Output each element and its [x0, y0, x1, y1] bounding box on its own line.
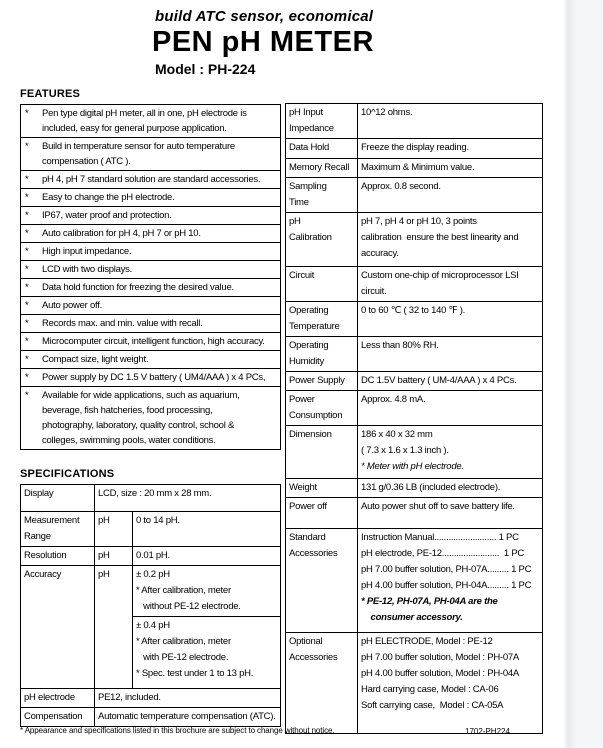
feature-text — [42, 262, 280, 277]
text-line: Available for wide applications, such as aquarium, — [42, 390, 240, 401]
spec-label-cell — [286, 391, 357, 425]
text-line: pH 7.00 buffer solution, PH-07A......... 1 PC — [361, 564, 532, 575]
text-line: Operating — [289, 305, 329, 316]
spec-row — [286, 478, 542, 497]
text-line: pH — [98, 550, 110, 561]
text-line: pH — [98, 515, 110, 526]
spec-value-cell — [357, 213, 542, 266]
text-line: Approx. 0.8 second. — [361, 181, 441, 192]
header-tagline: build ATC sensor, economical — [155, 8, 374, 25]
text-line: Custom one-chip of microprocessor LSI — [361, 270, 519, 281]
text-line: Records max. and min. value with recall. — [42, 318, 203, 329]
spec-label-cell — [286, 213, 357, 266]
spec-row — [286, 158, 542, 177]
spec-value-cell — [357, 391, 542, 425]
feature-item — [21, 188, 280, 206]
text-line: 0 to 60 ℃ ( 32 to 140 ℉ ). — [361, 305, 466, 316]
footer-disclaimer: * Appearance and specifications listed in this brochure are subject to change without notice. — [20, 726, 335, 735]
spec-row — [286, 266, 542, 301]
bullet-asterisk: * — [25, 246, 29, 257]
bullet-asterisk: * — [25, 372, 29, 383]
spec-label-cell — [286, 302, 357, 336]
features-heading: FEATURES — [20, 88, 81, 100]
bullet-asterisk: * — [25, 192, 29, 203]
text-line: Data hold function for freezing the desired value. — [42, 282, 234, 293]
page-title: PEN pH METER — [152, 26, 374, 58]
feature-item — [21, 170, 280, 188]
text-line: Weight — [289, 482, 317, 493]
text-line: ± 0.4 pH — [136, 620, 170, 631]
spec-value-cell — [94, 708, 280, 726]
spec-value-cell — [357, 479, 542, 497]
text-line: photography, laboratory, quality control, school & — [42, 420, 235, 431]
text-line: PE12, included. — [98, 692, 161, 703]
text-line: 10^12 ohms. — [361, 107, 413, 118]
text-line: 0.01 pH. — [136, 550, 170, 561]
text-line: ( 7.3 x 1.6 x 1.3 inch ). — [361, 445, 449, 456]
feature-item — [21, 332, 280, 350]
spec-value-cell — [357, 529, 542, 632]
feature-item — [21, 296, 280, 314]
text-line: colleges, swimming pools, water conditions. — [42, 435, 216, 446]
bullet-asterisk: * — [25, 141, 29, 152]
spec-value-cell — [357, 498, 542, 528]
text-line: Hard carrying case, Model : CA-06 — [361, 684, 499, 695]
bullet-asterisk: * — [25, 228, 29, 239]
text-line: Temperature — [289, 321, 340, 332]
text-line: Microcomputer circuit, intelligent function, high accuracy. — [42, 336, 265, 347]
bullet-asterisk: * — [25, 390, 29, 401]
text-line: Accessories — [289, 652, 338, 663]
feature-text — [42, 172, 280, 187]
text-line: consumer accessory. — [361, 612, 463, 623]
text-line: without PE-12 electrode. — [136, 601, 241, 612]
feature-item — [21, 278, 280, 296]
spec-row — [286, 425, 542, 478]
text-line: Pen type digital pH meter, all in one, pH electrode is — [42, 108, 247, 119]
text-line: * Spec. test under 1 to 13 pH. — [136, 668, 254, 679]
text-line: Maximum & Minimum value. — [361, 162, 475, 173]
right-specifications-section — [285, 103, 543, 734]
features-table — [20, 104, 281, 450]
spec-row — [286, 138, 542, 158]
text-line: Display — [24, 488, 54, 499]
spec-row — [21, 565, 280, 688]
document-header — [152, 8, 374, 77]
spec-row — [286, 371, 542, 390]
spec-row — [286, 632, 542, 733]
text-line: Standard — [289, 532, 326, 543]
spec-label-cell — [21, 547, 94, 565]
spec-label-cell — [286, 372, 357, 390]
bullet-asterisk: * — [25, 318, 29, 329]
bullet-asterisk: * — [25, 354, 29, 365]
text-line: pH ELECTRODE, Model : PE-12 — [361, 636, 493, 647]
specifications-table — [20, 484, 281, 727]
feature-item — [21, 368, 280, 386]
feature-text — [42, 139, 280, 169]
spec-row — [286, 212, 542, 266]
spec-value-cell — [94, 689, 280, 707]
text-line: DC 1.5V battery ( UM-4/AAA ) x 4 PCs. — [361, 375, 517, 386]
text-line: calibration ensure the best linearity and — [361, 232, 519, 243]
text-line: circuit. — [361, 286, 387, 297]
text-line: Soft carrying case, Model : CA-05A — [361, 700, 504, 711]
spec-row — [286, 177, 542, 212]
text-line: 186 x 40 x 32 mm — [361, 429, 433, 440]
spec-value-cell — [357, 302, 542, 336]
feature-text — [42, 226, 280, 241]
spec-label-cell — [21, 708, 94, 726]
text-line: pH 4.00 buffer solution, PH-04A......... 1 PC — [361, 580, 532, 591]
bullet-asterisk: * — [25, 264, 29, 275]
spec-label-cell — [21, 566, 94, 688]
text-line: Humidity — [289, 356, 324, 367]
feature-item — [21, 206, 280, 224]
spec-value-cell — [357, 139, 542, 158]
spec-label-cell — [286, 104, 357, 138]
text-line: Impedance — [289, 123, 334, 134]
spec-row — [21, 688, 280, 707]
text-line: Range — [24, 531, 51, 542]
text-line: Auto calibration for pH 4, pH 7 or pH 10. — [42, 228, 201, 239]
text-line: pH Input — [289, 107, 323, 118]
text-line: * Meter with pH electrode. — [361, 461, 464, 472]
text-line: * PE-12, PH-07A, PH-04A are the — [361, 596, 498, 607]
text-line: ± 0.2 pH — [136, 569, 170, 580]
feature-text — [42, 388, 280, 448]
feature-text — [42, 208, 280, 223]
bullet-asterisk: * — [25, 282, 29, 293]
specifications-section — [20, 468, 281, 727]
text-line: Accuracy — [24, 569, 62, 580]
feature-item — [21, 260, 280, 278]
spec-label-cell — [21, 512, 94, 546]
text-line: 0 to 14 pH. — [136, 515, 180, 526]
spec-label-cell — [286, 498, 357, 528]
spec-label-cell — [286, 633, 357, 733]
text-line: Approx. 4.8 mA. — [361, 394, 426, 405]
text-line: Time — [289, 197, 309, 208]
text-line: High input impedance. — [42, 246, 132, 257]
text-line: Power off — [289, 501, 327, 512]
text-line: Operating — [289, 340, 329, 351]
spec-label-cell — [286, 529, 357, 632]
spec-value-cell — [132, 566, 280, 688]
feature-text — [42, 334, 280, 349]
feature-text — [42, 244, 280, 259]
spec-row — [21, 511, 280, 546]
spec-param-cell — [94, 566, 132, 688]
feature-item — [21, 224, 280, 242]
text-line: * After calibration, meter — [136, 585, 231, 596]
feature-item — [21, 350, 280, 368]
spec-row — [21, 707, 280, 726]
text-line: Memory Recall — [289, 162, 350, 173]
text-line: Build in temperature sensor for auto temperature — [42, 141, 235, 152]
feature-item — [21, 105, 280, 137]
spec-label-cell — [286, 159, 357, 177]
spec-label-cell — [286, 139, 357, 158]
text-line: compensation ( ATC ). — [42, 156, 131, 167]
feature-item — [21, 137, 280, 170]
spec-value-cell — [357, 337, 542, 371]
text-line: included, easy for general purpose application. — [42, 123, 227, 134]
text-line: pH 4.00 buffer solution, Model : PH-04A — [361, 668, 520, 679]
feature-text — [42, 106, 280, 136]
text-line: Resolution — [24, 550, 67, 561]
specifications-heading: SPECIFICATIONS — [20, 468, 115, 480]
text-line: Power supply by DC 1.5 V battery ( UM4/AAA ) x 4 PCs, — [42, 372, 266, 383]
text-line: Less than 80% RH. — [361, 340, 439, 351]
text-line: Accessories — [289, 548, 338, 559]
bullet-asterisk: * — [25, 108, 29, 119]
feature-item — [21, 386, 280, 449]
text-line: Measurement — [24, 515, 80, 526]
spec-value-cell — [132, 512, 280, 546]
text-line: Power Supply — [289, 375, 345, 386]
text-line: Instruction Manual.......................... 1 PC — [361, 532, 519, 543]
text-line: Data Hold — [289, 142, 329, 153]
text-line: Power — [289, 394, 315, 405]
text-line: pH 7.00 buffer solution, Model : PH-07A — [361, 652, 520, 663]
spec-value-block — [133, 616, 280, 683]
page-edge-shadow — [563, 0, 603, 748]
text-line: Easy to change the pH electrode. — [42, 192, 175, 203]
spec-value-cell — [357, 104, 542, 138]
spec-value-cell — [357, 426, 542, 478]
feature-text — [42, 298, 280, 313]
bullet-asterisk: * — [25, 336, 29, 347]
text-line: 131 g/0.36 LB (included electrode). — [361, 482, 501, 493]
spec-row — [21, 546, 280, 565]
spec-label-cell — [286, 267, 357, 301]
text-line: Auto power off. — [42, 300, 102, 311]
spec-row — [286, 336, 542, 371]
text-line: Auto power shut off to save battery life. — [361, 501, 515, 512]
right-specifications-table — [285, 103, 543, 734]
spec-value-cell — [357, 159, 542, 177]
feature-item — [21, 242, 280, 260]
text-line: Consumption — [289, 410, 343, 421]
feature-text — [42, 352, 280, 367]
spec-label-cell — [286, 178, 357, 212]
feature-text — [42, 370, 280, 385]
spec-row — [286, 390, 542, 425]
spec-value-block — [133, 566, 280, 616]
spec-param-cell — [94, 547, 132, 565]
text-line: LCD with two displays. — [42, 264, 133, 275]
text-line: LCD, size : 20 mm x 28 mm. — [98, 488, 212, 499]
text-line: pH — [98, 569, 110, 580]
text-line: pH electrode — [24, 692, 75, 703]
text-line: IP67, water proof and protection. — [42, 210, 172, 221]
feature-text — [42, 280, 280, 295]
spec-row — [286, 301, 542, 336]
spec-value-cell — [357, 178, 542, 212]
text-line: pH — [289, 216, 301, 227]
spec-label-cell — [21, 689, 94, 707]
text-line: pH 4, pH 7 standard solution are standard accessories. — [42, 174, 261, 185]
text-line: * After calibration, meter — [136, 636, 231, 647]
text-line: Sampling — [289, 181, 327, 192]
text-line: with PE-12 electrode. — [136, 652, 229, 663]
feature-text — [42, 190, 280, 205]
text-line: Compensation — [24, 711, 83, 722]
bullet-asterisk: * — [25, 300, 29, 311]
text-line: pH 7, pH 4 or pH 10, 3 points — [361, 216, 477, 227]
text-line: Circuit — [289, 270, 315, 281]
spec-label-cell — [286, 426, 357, 478]
spec-label-cell — [286, 479, 357, 497]
text-line: Compact size, light weight. — [42, 354, 149, 365]
text-line: accuracy. — [361, 248, 399, 259]
spec-row — [286, 528, 542, 632]
text-line: beverage, fish hatcheries, food processing, — [42, 405, 213, 416]
model-number: Model : PH-224 — [155, 61, 256, 77]
text-line: Freeze the display reading. — [361, 142, 469, 153]
spec-value-cell — [357, 267, 542, 301]
footer-document-code: 1702-PH224 — [465, 727, 510, 736]
spec-value-cell — [357, 633, 542, 733]
spec-value-cell — [132, 547, 280, 565]
spec-row — [21, 485, 280, 511]
text-line: Calibration — [289, 232, 332, 243]
spec-param-cell — [94, 512, 132, 546]
spec-value-cell — [94, 485, 280, 511]
feature-item — [21, 314, 280, 332]
features-section — [20, 88, 281, 450]
bullet-asterisk: * — [25, 210, 29, 221]
text-line: pH electrode, PE-12........................ 1 PC — [361, 548, 525, 559]
text-line: Optional — [289, 636, 323, 647]
spec-row — [286, 497, 542, 528]
spec-label-cell — [286, 337, 357, 371]
spec-value-cell — [357, 372, 542, 390]
bullet-asterisk: * — [25, 174, 29, 185]
text-line: Automatic temperature compensation (ATC). — [98, 711, 276, 722]
feature-text — [42, 316, 280, 331]
text-line: Dimension — [289, 429, 332, 440]
spec-label-cell — [21, 485, 94, 511]
spec-row — [286, 104, 542, 138]
